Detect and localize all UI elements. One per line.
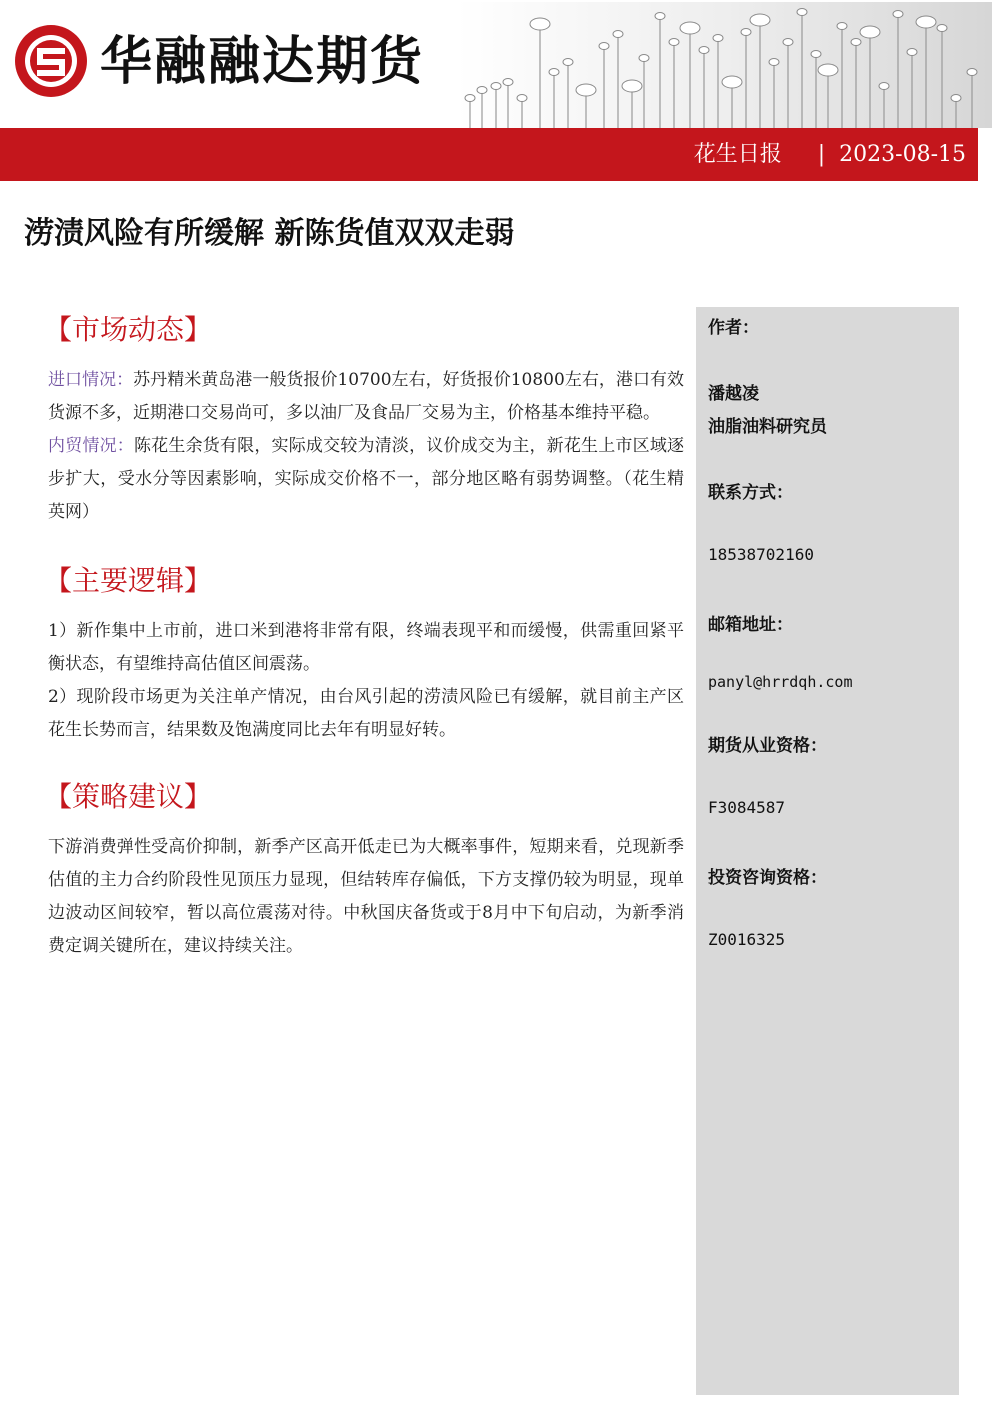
section-heading-strategy: 【策略建议】 [44,780,213,813]
banner-edge [978,128,992,181]
text-domestic: 陈花生余货有限，实际成交较为清淡，议价成交为主，新花生上市区域逐步扩大，受水分等因素影响，实际成交价格不一，部分地区略有弱势调整。（花生精英网） [48,436,685,522]
page-title: 涝渍风险有所缓解 新陈货值双双走弱 [24,216,515,251]
author-name: 潘越凌 [708,384,759,404]
report-info [694,128,966,181]
paragraph-strategy: 下游消费弹性受高价抑制，新季产区高开低走已为大概率事件，短期来看，兑现新季估值的主力合约阶段性见顶压力显现，但结转库存偏低，下方支撑仍较为明显，现单边波动区间较窄，暂以高位震荡对待。中秋国庆备货或于8月中下旬启动，为新季消费定调关键所在，建议持续关注。 [48,837,684,956]
investment-qualification-number: Z0016325 [708,930,786,949]
email-address[interactable]: panyl@hrrdqh.com [708,673,853,691]
contact-label: 联系方式： [708,483,793,503]
report-type: 花生日报 [693,142,782,167]
author-sidebar [696,307,959,1395]
text-import: 苏丹精米黄岛港一般货报价10700左右，好货报价10800左右，港口有效货源不多，近期港口交易尚可，多以油厂及食品厂交易为主，价格基本维持平稳。 [48,370,684,423]
label-import: 进口情况： [48,370,134,390]
label-domestic: 内贸情况： [48,436,134,456]
author-title: 油脂油料研究员 [708,417,827,437]
investment-qualification-label: 投资咨询资格： [708,868,827,888]
paragraph-logic-1: 1）新作集中上市前，进口米到港将非常有限，终端表现平和而缓慢，供需重回紧平衡状态，有望维持高估值区间震荡。 [48,621,684,674]
author-label: 作者： [708,318,759,338]
paragraph-logic-2: 2）现阶段市场更为关注单产情况，由台风引起的涝渍风险已有缓解，就目前主产区花生长势而言，结果数及饱满度同比去年有明显好转。 [48,687,684,740]
section-heading-market: 【市场动态】 [44,313,213,346]
paragraph-import [48,364,684,430]
brand-name: 华融融达期货 [100,32,425,92]
futures-qualification-label: 期货从业资格： [708,736,827,756]
paragraph-domestic [48,430,684,529]
email-label: 邮箱地址： [708,615,793,635]
report-date: 2023-08-15 [839,142,966,167]
report-header [0,0,992,182]
report-separator: | [817,142,826,167]
main-content [44,310,685,963]
company-logo-icon [12,22,90,100]
section-heading-logic: 【主要逻辑】 [44,564,213,597]
phone-number: 18538702160 [708,545,814,564]
decorative-pattern [456,2,992,128]
futures-qualification-number: F3084587 [708,798,786,817]
